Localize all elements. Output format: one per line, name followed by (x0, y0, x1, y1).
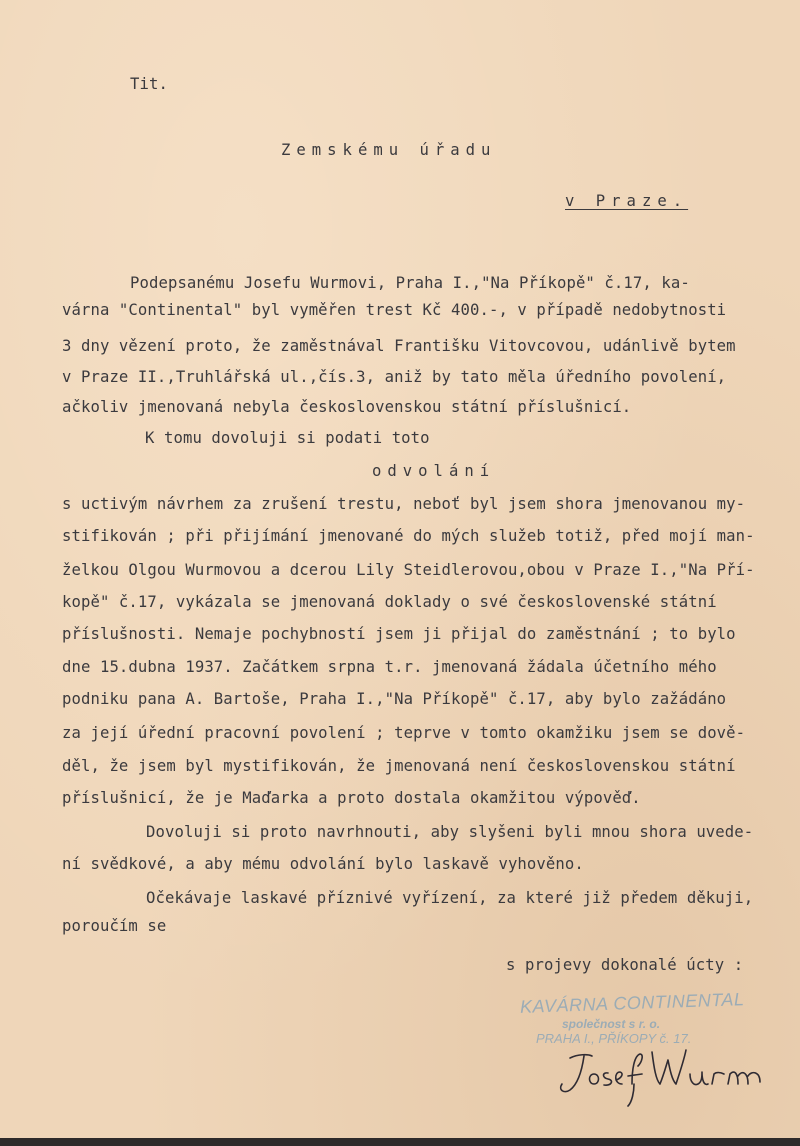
paragraph1-line: 3 dny vězení proto, že zaměstnával Františku Vitovcovou, udánlivě bytem (62, 337, 736, 355)
paragraph2-line: příslušnicí, že je Maďarka a proto dostala okamžitou výpověď. (62, 789, 641, 807)
paragraph1-line: várna "Continental" byl vyměřen trest Kč 400.-, v případě nedobytnosti (62, 301, 727, 319)
stamp-company-type: společnost s r. o. (562, 1017, 661, 1031)
closing-line: s projevy dokonalé úcty : (506, 956, 744, 974)
paragraph2-line: dne 15.dubna 1937. Začátkem srpna t.r. jmenovaná žádala účetního mého (62, 658, 717, 676)
appeal-heading: odvolání (372, 462, 496, 480)
intro-line: K tomu dovoluji si podati toto (145, 429, 430, 447)
paragraph2-line: příslušnosti. Nemaje pochybností jsem ji přijal do zaměstnání ; to bylo (62, 625, 736, 643)
paragraph3-line: ní svědkové, a aby mému odvolání bylo laskavě vyhověno. (62, 855, 584, 873)
paragraph2-line: podniku pana A. Bartoše, Praha I.,"Na Příkopě" č.17, aby bylo zažádáno (62, 690, 727, 708)
paragraph2-line: s uctivým návrhem za zrušení trestu, neboť byl jsem shora jmenovanou my- (62, 495, 746, 513)
recipient-city: v Praze. (565, 192, 689, 210)
handwritten-signature (548, 1040, 778, 1120)
paragraph4-line: poroučím se (62, 917, 167, 935)
paragraph2-line: za její úřední pracovní povolení ; teprve v tomto okamžiku jsem se dově- (62, 724, 746, 742)
paragraph2-line: děl, že jsem byl mystifikován, že jmenovaná není československou státní (62, 757, 736, 775)
stamp-address: PRAHA I., PŘÍKOPY č. 17. (536, 1031, 692, 1046)
paragraph2-line: stifikován ; při přijímání jmenované do mých služeb totiž, před mojí man- (62, 527, 755, 545)
paragraph2-line: želkou Olgou Wurmovou a dcerou Lily Steidlerovou,obou v Praze I.,"Na Pří- (62, 561, 755, 579)
paragraph1-line: Podepsanému Josefu Wurmovi, Praha I.,"Na Příkopě" č.17, ka- (130, 274, 690, 292)
paragraph1-line: v Praze II.,Truhlářská ul.,čís.3, aniž by tato měla úředního povolení, (62, 368, 727, 386)
paragraph3-line: Dovoluji si proto navrhnouti, aby slyšeni byli mnou shora uvede- (146, 823, 754, 841)
page-bottom-edge (0, 1138, 800, 1146)
paragraph2-line: kopě" č.17, vykázala se jmenovaná doklady o své československé státní (62, 593, 717, 611)
paragraph4-line: Očekávaje laskavé příznivé vyřízení, za které již předem děkuji, (146, 889, 754, 907)
stamp-company-name: KAVÁRNA CONTINENTAL (519, 989, 745, 1017)
paragraph1-line: ačkoliv jmenovaná nebyla československou státní příslušnicí. (62, 398, 632, 416)
salutation: Tit. (130, 75, 168, 93)
recipient-office: Zemskému úřadu (281, 141, 497, 159)
